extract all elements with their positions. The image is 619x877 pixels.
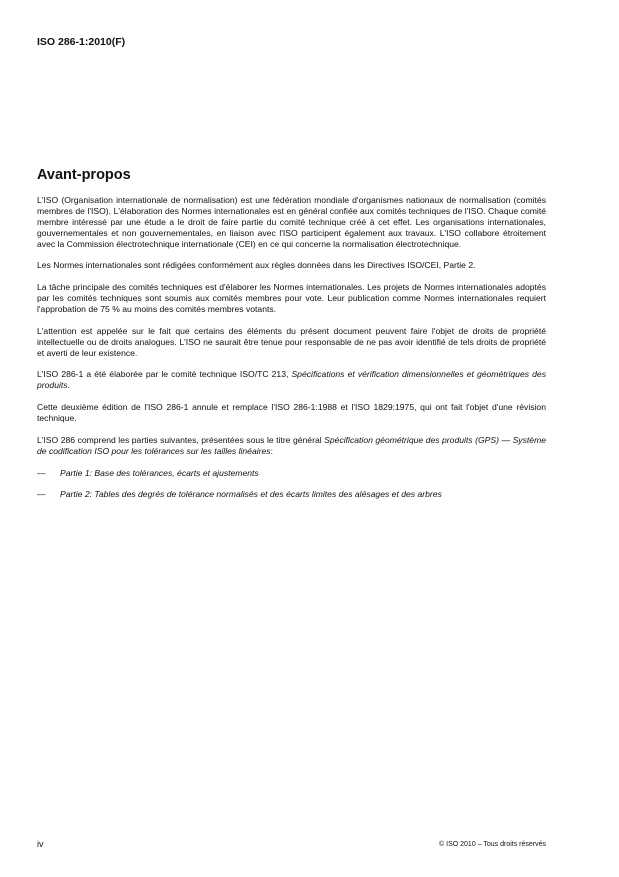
list-item-text: Partie 2: Tables des degrés de tolérance normalisés et des écarts limites des alésages et des arbres [60, 489, 442, 500]
paragraph: Les Normes internationales sont rédigées conformément aux règles données dans les Directives ISO/CEI, Partie 2. [37, 260, 476, 271]
dash: — [37, 489, 46, 500]
paragraph: L'ISO (Organisation internationale de normalisation) est une fédération mondiale d'organismes nationaux de normalisation (comités membres de l'ISO). L'élaboration des Normes internationales est en général confiée aux comités techniques de l'ISO. Chaque comité membre intéressé par une étude a le droit de faire partie du comité technique créé à cet effet. Les organisations internationales, gouvernementales et non gouvernementales, en liaison avec l'ISO participent également aux travaux. L'ISO collabore étroitement avec la Commission électrotechnique internationale (CEI) en ce qui concerne la normalisation électrotechnique. [37, 195, 546, 249]
paragraph: La tâche principale des comités techniques est d'élaborer les Normes internationales. Les projets de Normes internationales adoptés par les comités techniques sont soumis aux comités membres pour vote. Leur publication comme Normes internationales requiert l'approbation de 75 % au moins des comités membres votants. [37, 282, 546, 315]
foreword-body [37, 195, 546, 511]
section-title: Avant-propos [37, 167, 131, 183]
page-number: iv [37, 839, 44, 849]
committee-title: Spécifications et vérification dimensionnelles et géométriques des produits [37, 369, 546, 391]
list-item [37, 489, 546, 500]
paragraph [37, 435, 546, 457]
copyright: © ISO 2010 – Tous droits réservés [439, 841, 546, 848]
general-title: Spécification géométrique des produits (GPS) — Système de codification ISO pour les tolérances sur les tailles linéaires [37, 434, 547, 456]
text: : [270, 445, 273, 456]
dash: — [37, 467, 46, 478]
list-item [37, 468, 546, 479]
document-header: ISO 286-1:2010(F) [37, 36, 126, 48]
text: L'ISO 286 comprend les parties suivantes, présentées sous le titre général [37, 434, 325, 445]
list-item-text: Partie 1: Base des tolérances, écarts et ajustements [60, 467, 259, 478]
text: . [67, 380, 70, 391]
paragraph [37, 369, 546, 391]
paragraph: Cette deuxième édition de l'ISO 286-1 annule et remplace l'ISO 286-1:1988 et l'ISO 1829:1975, qui ont fait l'objet d'une révision technique. [37, 402, 546, 424]
text: L'ISO 286-1 a été élaborée par le comité technique ISO/TC 213, [37, 369, 292, 380]
paragraph: L'attention est appelée sur le fait que certains des éléments du présent document peuvent faire l'objet de droits de propriété intellectuelle ou de droits analogues. L'ISO ne saurait être tenue pour responsable de ne pas avoir identifié de tels droits de propriété et averti de leur existence. [37, 325, 546, 358]
